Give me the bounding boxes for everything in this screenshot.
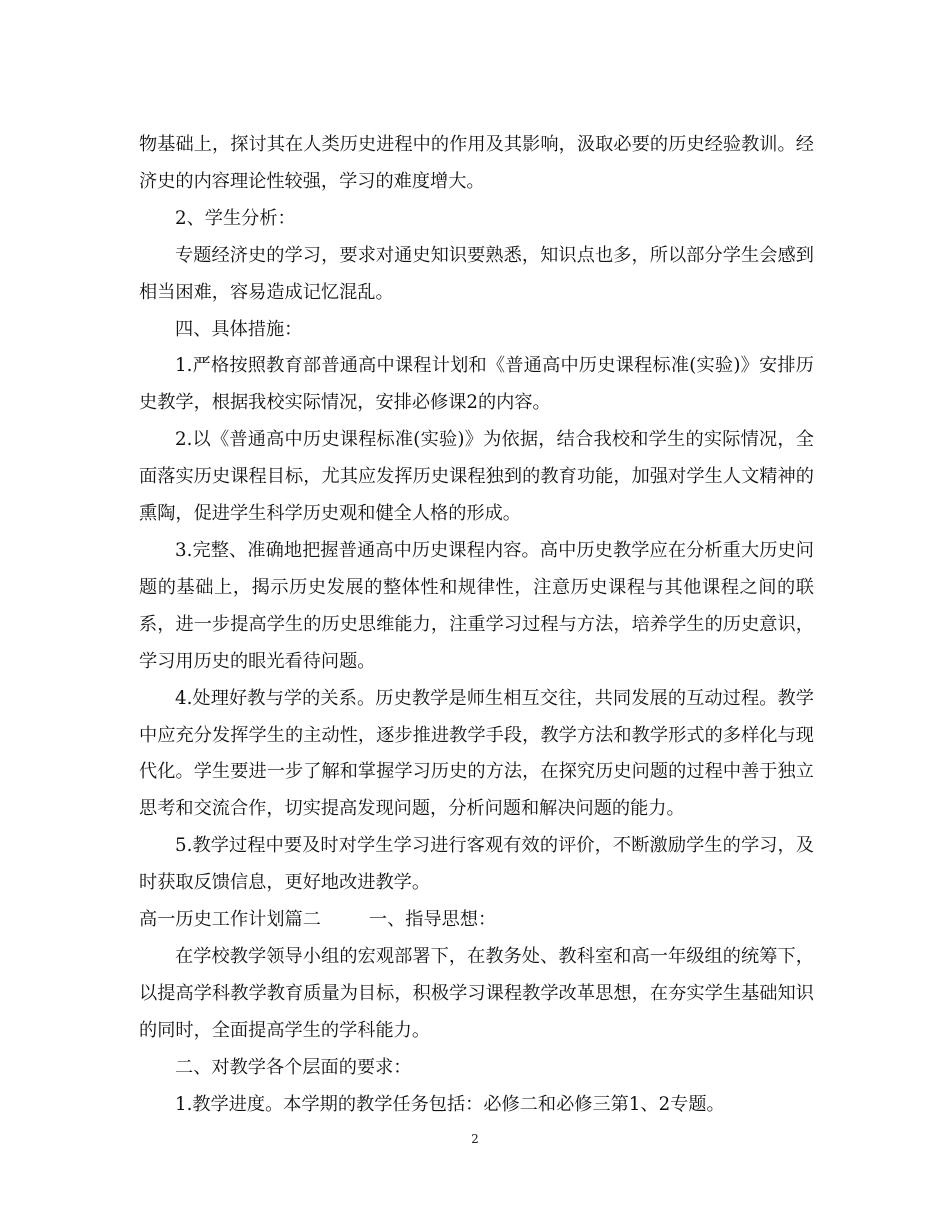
paragraph: 1.教学进度。本学期的教学任务包括：必修二和必修三第1、2专题。 xyxy=(175,1093,725,1115)
paragraph: 二、对教学各个层面的要求： xyxy=(175,1056,412,1078)
document-body xyxy=(139,127,814,1123)
paragraph: 4.处理好教与学的关系。历史教学是师生相互交往，共同发展的互动过程。教学中应充分发挥学生的主动性，逐步推进教学手段，教学方法和教学形式的多样化与现代化。学生要进一步了解和掌握学习历史的方法，在探究历史问题的过程中善于独立思考和交流合作，切实提高发现问题，分析问题和解决问题的能力。 xyxy=(139,687,814,820)
paragraph: 5.教学过程中要及时对学生学习进行客观有效的评价，不断激励学生的学习，及时获取反馈信息，更好地改进教学。 xyxy=(139,835,814,894)
section-heading xyxy=(139,902,814,939)
page-number: 2 xyxy=(471,1132,479,1146)
paragraph: 3.完整、准确地把握普通高中历史课程内容。高中历史教学应在分析重大历史问题的基础上，揭示历史发展的整体性和规律性，注意历史课程与其他课程之间的联系，进一步提高学生的历史思维能力，注重学习过程与方法，培养学生的历史意识，学习用历史的眼光看待问题。 xyxy=(139,539,814,672)
paragraph: 物基础上，探讨其在人类历史进程中的作用及其影响，汲取必要的历史经验教训。经济史的内容理论性较强，学习的难度增大。 xyxy=(139,134,814,192)
paragraph: 2.以《普通高中历史课程标准(实验)》为依据，结合我校和学生的实际情况，全面落实历史课程目标，尤其应发挥历史课程独到的教育功能，加强对学生人文精神的熏陶，促进学生科学历史观和健全人格的形成。 xyxy=(139,429,814,525)
paragraph: 1.严格按照教育部普通高中课程计划和《普通高中历史课程标准(实验)》安排历史教学，根据我校实际情况，安排必修课2的内容。 xyxy=(139,355,814,414)
paragraph: 2、学生分析： xyxy=(175,207,296,229)
section-title: 高一历史工作计划篇二 xyxy=(139,909,321,931)
paragraph: 四、具体措施： xyxy=(175,318,303,340)
paragraph: 专题经济史的学习，要求对通史知识要熟悉，知识点也多，所以部分学生会感到相当困难，容易造成记忆混乱。 xyxy=(139,244,814,303)
section-subtitle: 一、指导思想： xyxy=(368,909,497,931)
paragraph: 在学校教学领导小组的宏观部署下，在教务处、教科室和高一年级组的统筹下，以提高学科教学教育质量为目标，积极学习课程教学改革思想，在夯实学生基础知识的同时，全面提高学生的学科能力。 xyxy=(139,945,814,1041)
